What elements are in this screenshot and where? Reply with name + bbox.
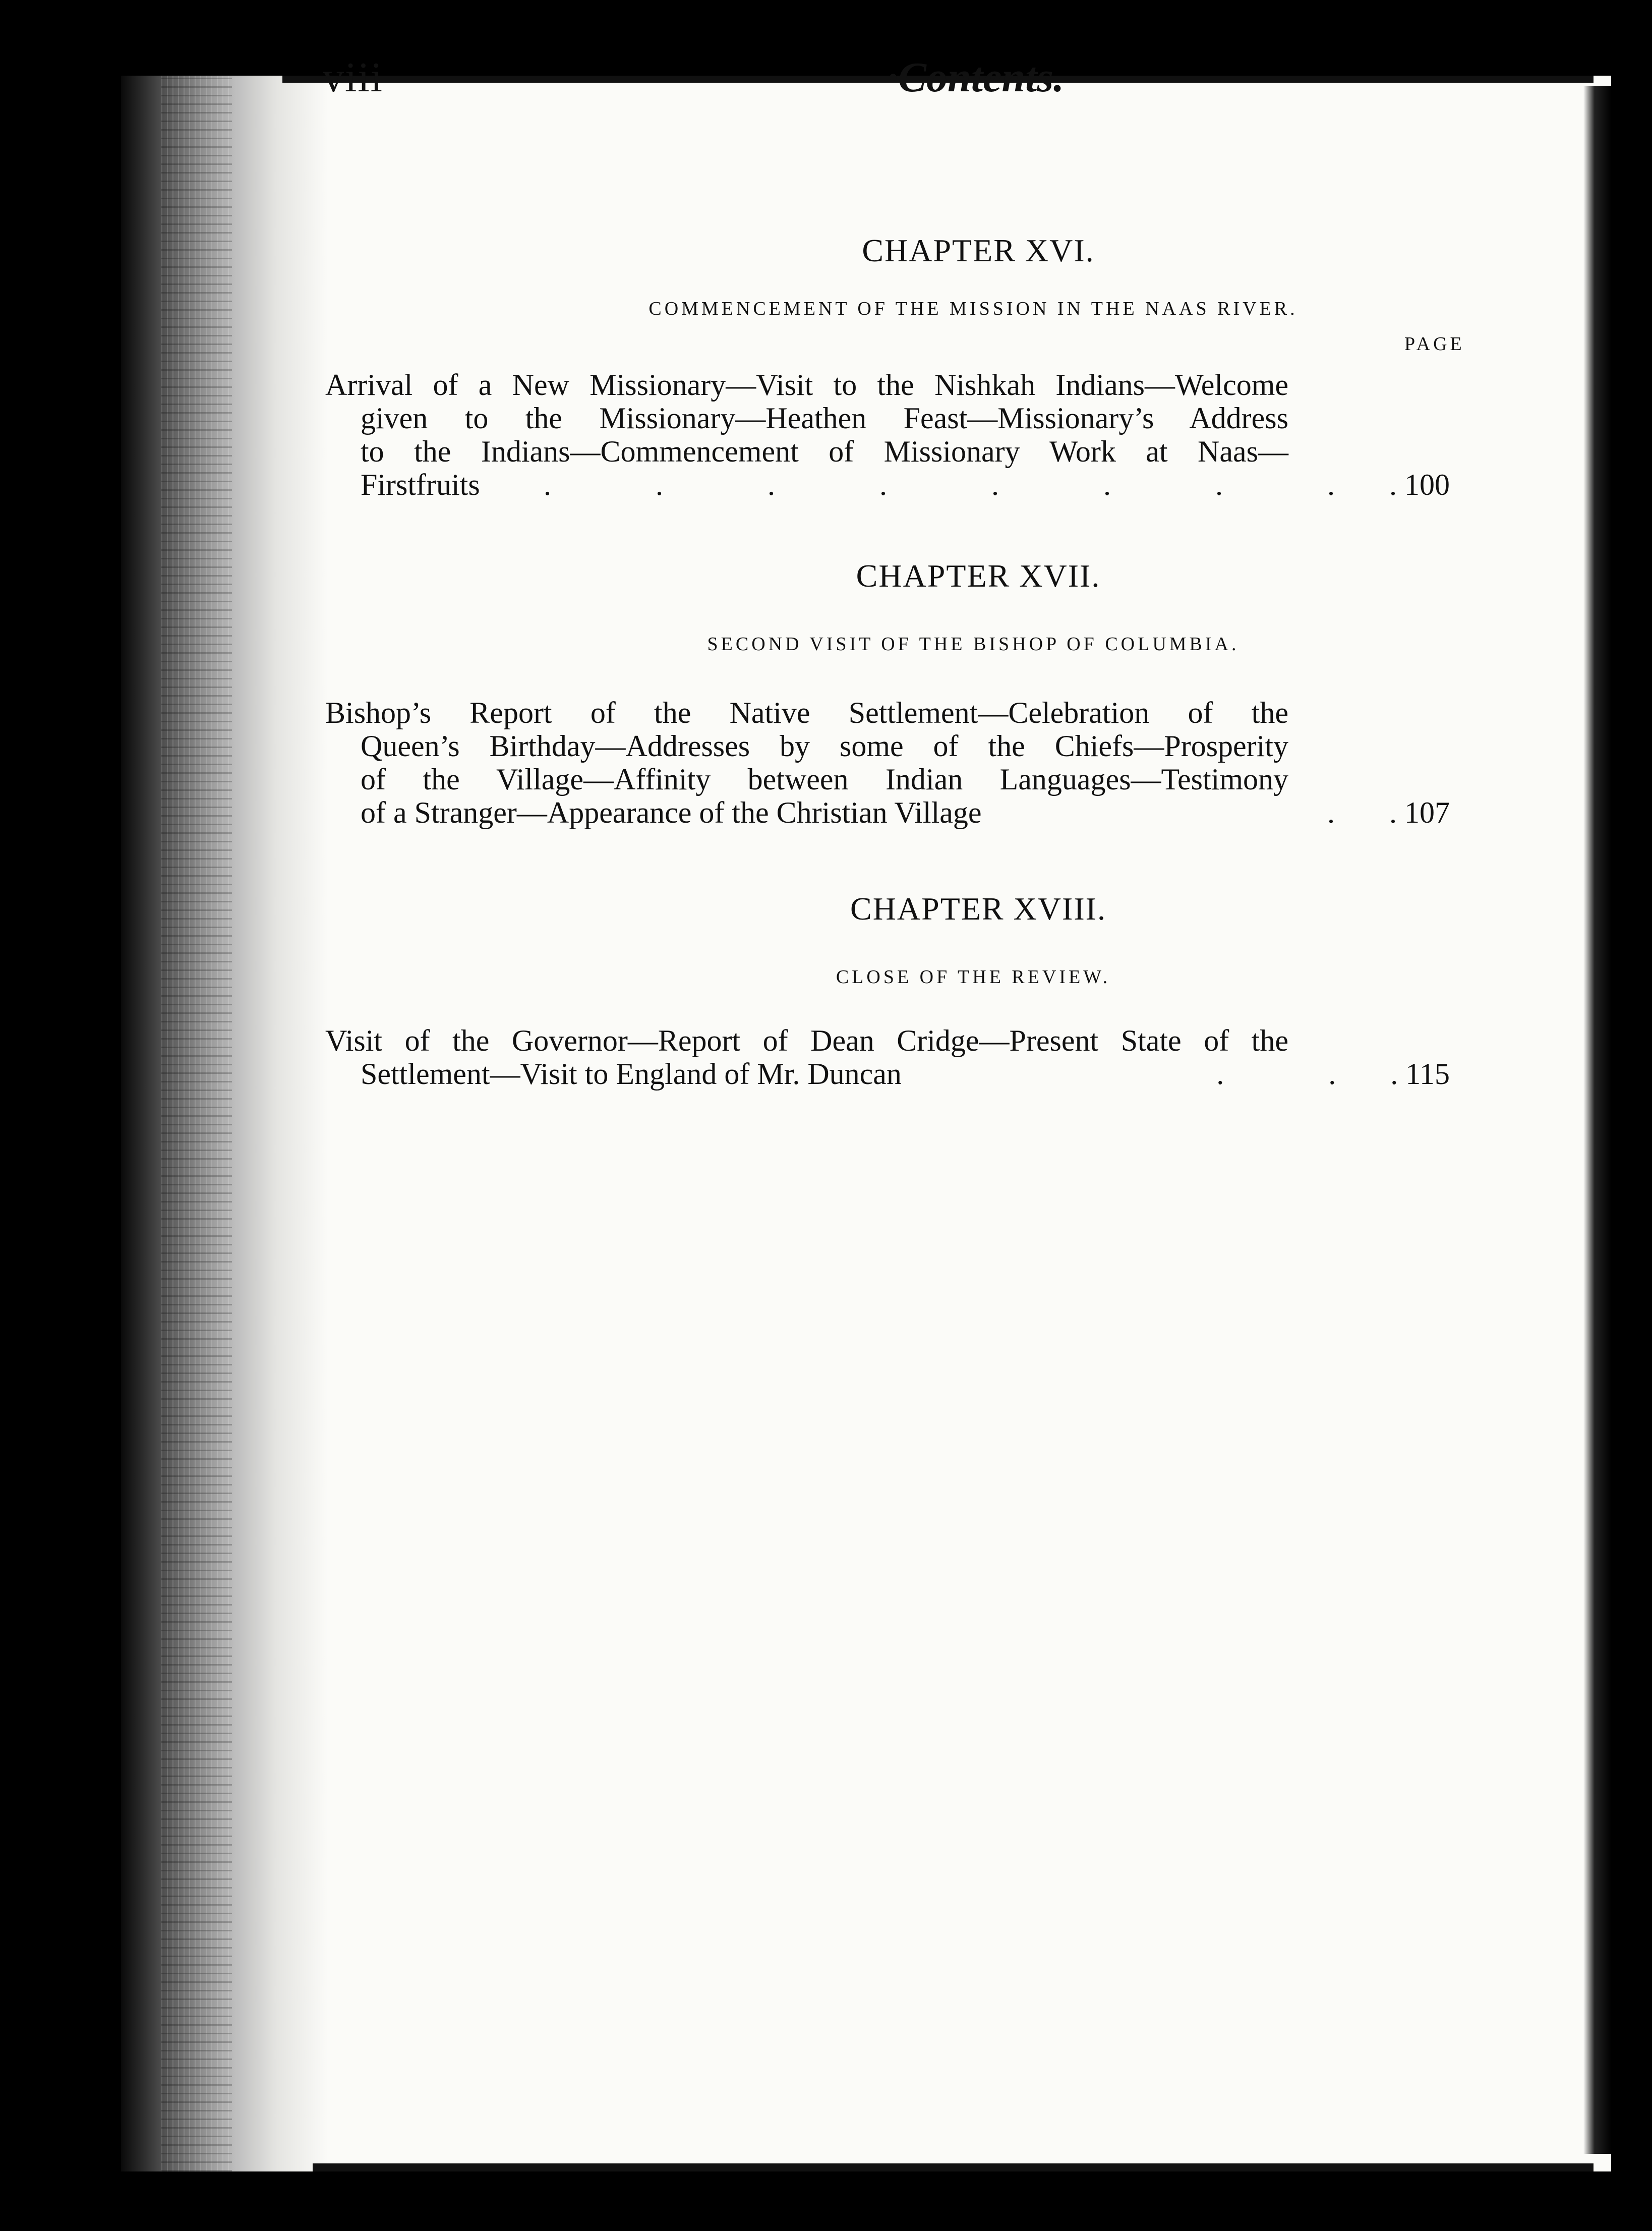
page-number: viii: [323, 54, 384, 101]
page-header: [323, 53, 1457, 113]
page-reference: . 107: [1389, 796, 1450, 829]
summary-line: given to the Missionary—Heathen Feast—Missionary’s Address: [361, 402, 1288, 435]
summary-line: of a Stranger—Appearance of the Christian Village: [361, 796, 982, 829]
summary-line: Queen’s Birthday—Addresses by some of the Chiefs—Prosperity: [361, 729, 1288, 763]
summary-line: Firstfruits: [361, 468, 480, 501]
chapter-subtitle: CLOSE OF THE REVIEW.: [836, 966, 1111, 988]
summary-last-line: [361, 468, 1450, 501]
chapter-subtitle: SECOND VISIT OF THE BISHOP OF COLUMBIA.: [707, 634, 1240, 655]
page-reference: . 100: [1389, 468, 1450, 501]
summary-line: to the Indians—Commencement of Missionary Work at Naas—: [361, 435, 1288, 468]
dot-leader: .: [1327, 796, 1383, 829]
chapter-summary: [325, 368, 1500, 501]
summary-line: Arrival of a New Missionary—Visit to the Nishkah Indians—Welcome: [325, 368, 1288, 402]
chapter-title: CHAPTER XVIII.: [850, 891, 1106, 927]
chapter-summary: [325, 1024, 1500, 1091]
summary-line: of the Village—Affinity between Indian Languages—Testimony: [361, 763, 1288, 796]
chapter-summary: [325, 696, 1500, 829]
chapter-title: CHAPTER XVI.: [862, 233, 1095, 268]
page-column-label: PAGE: [1404, 333, 1465, 355]
summary-last-line: [361, 796, 1450, 829]
summary-line: Settlement—Visit to England of Mr. Duncan: [361, 1057, 902, 1091]
dot-leader: . .: [1216, 1057, 1385, 1091]
dot-leader: . . . . . . . .: [544, 468, 1383, 501]
chapter-subtitle: COMMENCEMENT OF THE MISSION IN THE NAAS RIVER.: [648, 298, 1298, 319]
running-title: ·Contents.: [888, 54, 1065, 101]
page-reference: . 115: [1390, 1057, 1450, 1091]
summary-line: Visit of the Governor—Report of Dean Cridge—Present State of the: [325, 1024, 1288, 1057]
chapter-title: CHAPTER XVII.: [856, 558, 1101, 594]
summary-last-line: [361, 1057, 1450, 1091]
bottom-edge-rule: [313, 2163, 1594, 2171]
summary-line: Bishop’s Report of the Native Settlement—Celebration of the: [325, 696, 1288, 729]
gutter-texture: [161, 76, 232, 2171]
right-scan-edge: [1583, 86, 1611, 2154]
